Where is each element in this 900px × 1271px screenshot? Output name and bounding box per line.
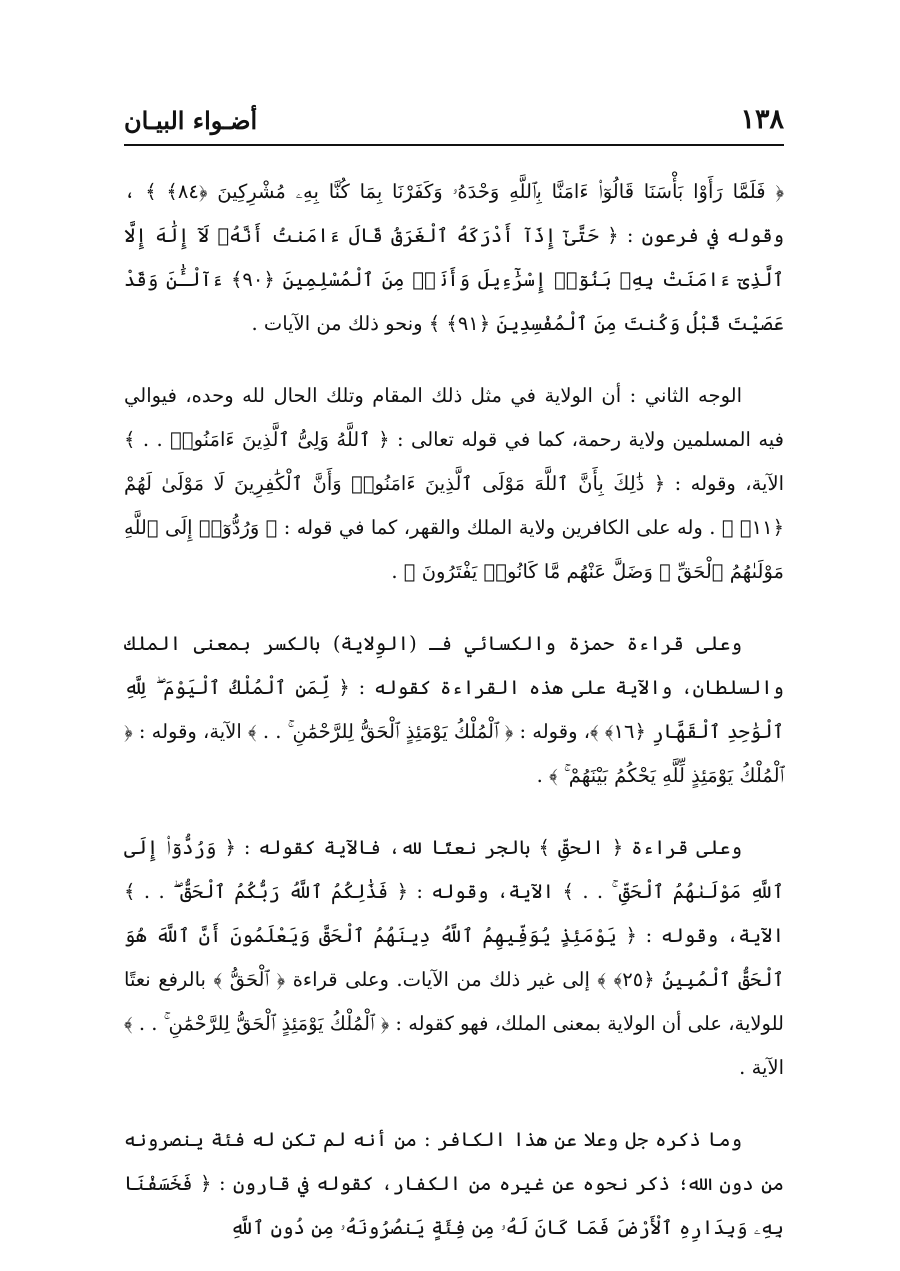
page-header [124,104,784,146]
paragraph-gap [124,798,784,826]
paragraph-5: وما ذكره جل وعلا عن هذا الكافر : من أنه لم تكن له فئة ينصرونه من دون الله؛ ذكر نحوه عن غيره من الكفار، كقوله في قارون : ﴿ فَخَسَفْنَا بِهِۦ وَبِدَارِهِ ٱلْأَرْضَ فَمَا كَانَ لَهُۥ مِن فِئَةٍ يَنصُرُونَهُۥ مِن دُونِ ٱللَّهِ [124,1128,784,1239]
page-number: ١٣٨ [740,104,784,135]
paragraph-1: ﴿ فَلَمَّا رَأَوْا بَأْسَنَا قَالُوٓا۟ ءَامَنَّا بِٱللَّهِ وَحْدَهُۥ وَكَفَرْنَا بِمَا كُنَّا بِهِۦ مُشْرِكِينَ ﴿٨٤﴾ ﴾ ، وقوله في فرعون : ﴿ حَتَّىٰٓ إِذَآ أَدْرَكَهُ ٱلْغَرَقُ قَالَ ءَامَنتُ أَنَّهُۥ لَآ إِلَٰهَ إِلَّا ٱلَّذِىٓ ءَامَنَتْ بِهِۦ بَنُوٓا۟ إِسْرَٰٓءِيلَ وَأَنَا۠ مِنَ ٱلْمُسْلِمِينَ ﴿٩٠﴾ ءَآلْـَٰٔنَ وَقَدْ عَصَيْتَ قَبْلُ وَكُنتَ مِنَ ٱلْمُفْسِدِينَ ﴿٩١﴾ ﴾ ونحو ذلك من الآيات . [124,180,785,335]
paragraph-gap [124,1090,784,1118]
running-title: أضـواء البيـان [124,106,258,135]
paragraph-3: وعلى قراءة حمزة والكسائي فـ (الوِلاية) بالكسر بمعنى الملك والسلطان، والآية على هذه القراءة كقوله : ﴿ لِّمَنِ ٱلْمُلْكُ ٱلْيَوْمَ ۖ لِلَّهِ ٱلْوَٰحِدِ ٱلْقَهَّارِ ﴿١٦﴾ ﴾، وقوله : ﴿ ٱلْمُلْكُ يَوْمَئِذٍ ٱلْحَقُّ لِلرَّحْمَٰنِ ۚ . . ﴾ الآية، وقوله : ﴿ ٱلْمُلْكُ يَوْمَئِذٍ لِّلَّهِ يَحْكُمُ بَيْنَهُمْ ۚ ﴾ . [124,632,784,787]
paragraph-4: وعلى قراءة ﴿ الحقِّ ﴾ بالجر نعتًا لله، فالآية كقوله : ﴿ وَرُدُّوٓا۟ إِلَى ٱللَّهِ مَوْلَىٰهُمُ ٱلْحَقِّ ۚ . . ﴾ الآية، وقوله : ﴿ فَذَٰلِكُمُ ٱللَّهُ رَبُّكُمُ ٱلْحَقُّ ۖ . . ﴾ الآية، وقوله : ﴿ يَوْمَئِذٍ يُوَفِّيهِمُ ٱللَّهُ دِينَهُمُ ٱلْحَقَّ وَيَعْلَمُونَ أَنَّ ٱللَّهَ هُوَ ٱلْحَقُّ ٱلْمُبِينُ ﴿٢٥﴾ ﴾ إلى غير ذلك من الآيات. وعلى قراءة ﴿ ٱلْحَقُّ ﴾ بالرفع نعتًا للولاية، على أن الولاية بمعنى الملك، فهو كقوله : ﴿ ٱلْمُلْكُ يَوْمَئِذٍ ٱلْحَقُّ لِلرَّحْمَٰنِ ۚ . . ﴾ الآية . [124,836,784,1079]
paragraph-2: الوجه الثاني : أن الولاية في مثل ذلك المقام وتلك الحال لله وحده، فيوالي فيه المسلمين ولاية رحمة، كما في قوله تعالى : ﴿ ٱللَّهُ وَلِىُّ ٱلَّذِينَ ءَامَنُوا۟ . . ﴾ الآية، وقوله : ﴿ ذَٰلِكَ بِأَنَّ ٱللَّهَ مَوْلَى ٱلَّذِينَ ءَامَنُوا۟ وَأَنَّ ٱلْكَٰفِرِينَ لَا مَوْلَىٰ لَهُمْ ﴿١١﴾ ﴾ . وله على الكافرين ولاية الملك والقهر، كما في قوله : ﴿ وَرُدُّوٓا۟ إِلَى ٱللَّهِ مَوْلَىٰهُمُ ٱلْحَقِّ ۖ وَضَلَّ عَنْهُم مَّا كَانُوا۟ يَفْتَرُونَ ﴾ . [124,384,784,583]
paragraph-gap [124,346,784,374]
page-body [124,170,784,1250]
paragraph-gap [124,594,784,622]
